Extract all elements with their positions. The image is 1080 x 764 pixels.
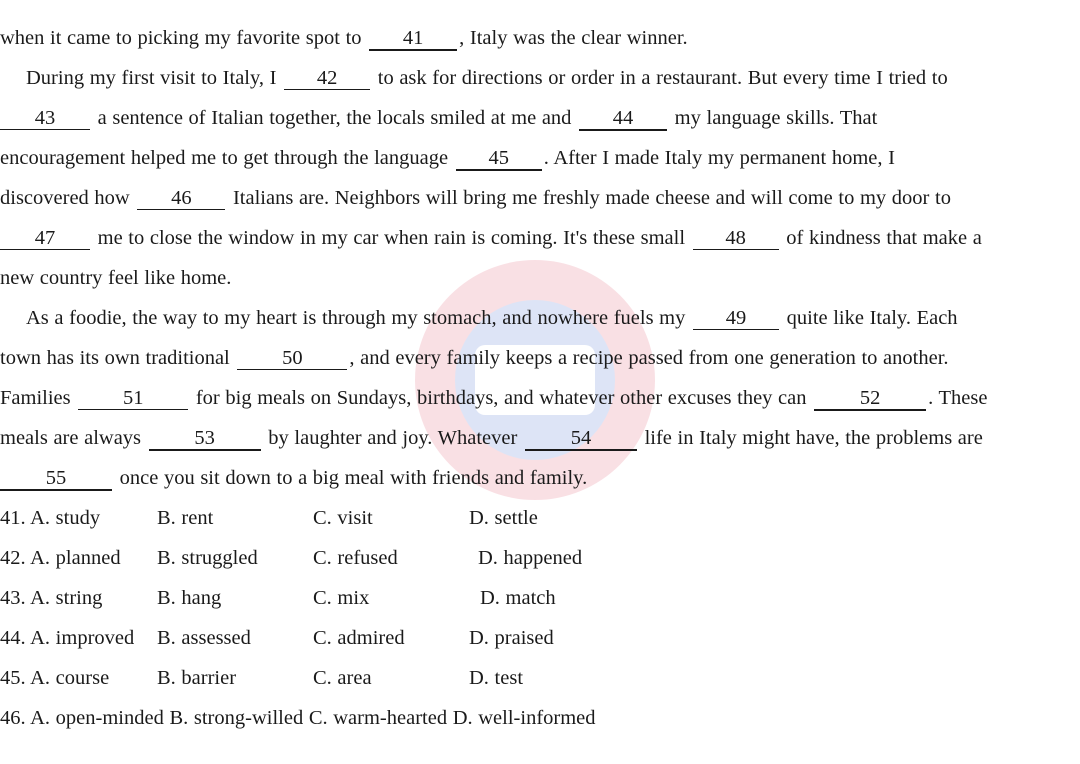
passage-text: meals are always [0,427,147,449]
blank-42[interactable]: 42 [284,67,370,90]
question-45 [0,658,1080,698]
option-c[interactable]: C. visit [313,507,373,529]
blank-43[interactable]: 43 [0,107,90,130]
blank-51[interactable]: 51 [78,387,188,410]
passage-text: when it came to picking my favorite spot to [0,27,368,49]
passage-line-4 [0,138,895,178]
blank-46[interactable]: 46 [137,187,225,210]
passage-text: my language skills. That [669,107,878,129]
passage-text: life in Italy might have, the problems are [638,427,983,449]
blank-41[interactable]: 41 [369,27,457,51]
question-42 [0,538,1080,578]
question-41 [0,498,1080,538]
blank-49[interactable]: 49 [693,307,779,330]
passage-text: of kindness that make a [780,227,982,249]
option-d[interactable]: D. test [469,667,524,689]
passage-line-5 [0,178,951,218]
passage-line-7 [0,258,231,298]
blank-55[interactable]: 55 [0,467,112,491]
blank-45[interactable]: 45 [456,147,542,171]
passage-text: , Italy was the clear winner. [459,27,688,49]
passage-text: encouragement helped me to get through the language [0,147,454,169]
option-a[interactable]: 44. A. improved [0,627,135,649]
passage-text: Italians are. Neighbors will bring me freshly made cheese and will come to my door to [227,187,951,209]
option-d[interactable]: D. settle [469,507,538,529]
passage-text: me to close the window in my car when rain is coming. It's these small [92,227,691,249]
blank-50[interactable]: 50 [237,347,347,370]
option-b[interactable]: B. rent [157,507,214,529]
passage-text: quite like Italy. Each [781,307,958,329]
option-d[interactable]: D. match [480,587,556,609]
option-c[interactable]: C. admired [313,627,405,649]
question-43 [0,578,1080,618]
option-b[interactable]: B. barrier [157,667,237,689]
passage-text: . These [928,387,988,409]
option-b[interactable]: B. hang [157,587,222,609]
passage-line-12 [0,458,587,498]
passage-text: During my first visit to Italy, I [26,67,283,89]
blank-47[interactable]: 47 [0,227,90,250]
passage-text: town has its own traditional [0,347,236,369]
question-46 [0,698,596,738]
option-b[interactable]: B. assessed [157,627,251,649]
option-a[interactable]: 45. A. course [0,667,110,689]
passage-line-3 [0,98,877,138]
passage-line-10 [0,378,987,418]
option-c[interactable]: C. refused [313,547,398,569]
option-c[interactable]: C. mix [313,587,370,609]
option-a[interactable]: 42. A. planned [0,547,121,569]
option-a[interactable]: 43. A. string [0,587,103,609]
blank-44[interactable]: 44 [579,107,667,131]
blank-48[interactable]: 48 [693,227,779,250]
passage-text: discovered how [0,187,136,209]
blank-52[interactable]: 52 [814,387,926,411]
passage-text: , and every family keeps a recipe passed from one generation to another. [349,347,949,369]
passage-text: new country feel like home. [0,267,232,289]
blank-53[interactable]: 53 [149,427,261,451]
passage-line-1 [0,18,688,58]
passage-line-6 [0,218,982,258]
passage-line-2 [26,58,948,98]
passage-text: a sentence of Italian together, the locals smiled at me and [92,107,578,129]
passage-text: As a foodie, the way to my heart is through my stomach, and nowhere fuels my [26,307,691,329]
option-d[interactable]: D. happened [478,547,583,569]
passage-text: to ask for directions or order in a restaurant. But every time I tried to [372,67,948,89]
passage-line-8 [26,298,958,338]
passage-text: for big meals on Sundays, birthdays, and whatever other excuses they can [190,387,813,409]
passage-line-11 [0,418,983,458]
option-c[interactable]: C. area [313,667,372,689]
option-a[interactable]: 41. A. study [0,507,101,529]
passage-line-9 [0,338,949,378]
passage-text: by laughter and joy. Whatever [262,427,523,449]
option-d[interactable]: D. praised [469,627,554,649]
question-44 [0,618,1080,658]
passage-text: . After I made Italy my permanent home, I [543,147,895,169]
option-b[interactable]: B. struggled [157,547,258,569]
passage-text: Families [0,387,77,409]
blank-54[interactable]: 54 [525,427,637,451]
passage-text: once you sit down to a big meal with friends and family. [114,467,588,489]
question-46-options[interactable]: 46. A. open-minded B. strong-willed C. warm-hearted D. well-informed [0,707,596,729]
